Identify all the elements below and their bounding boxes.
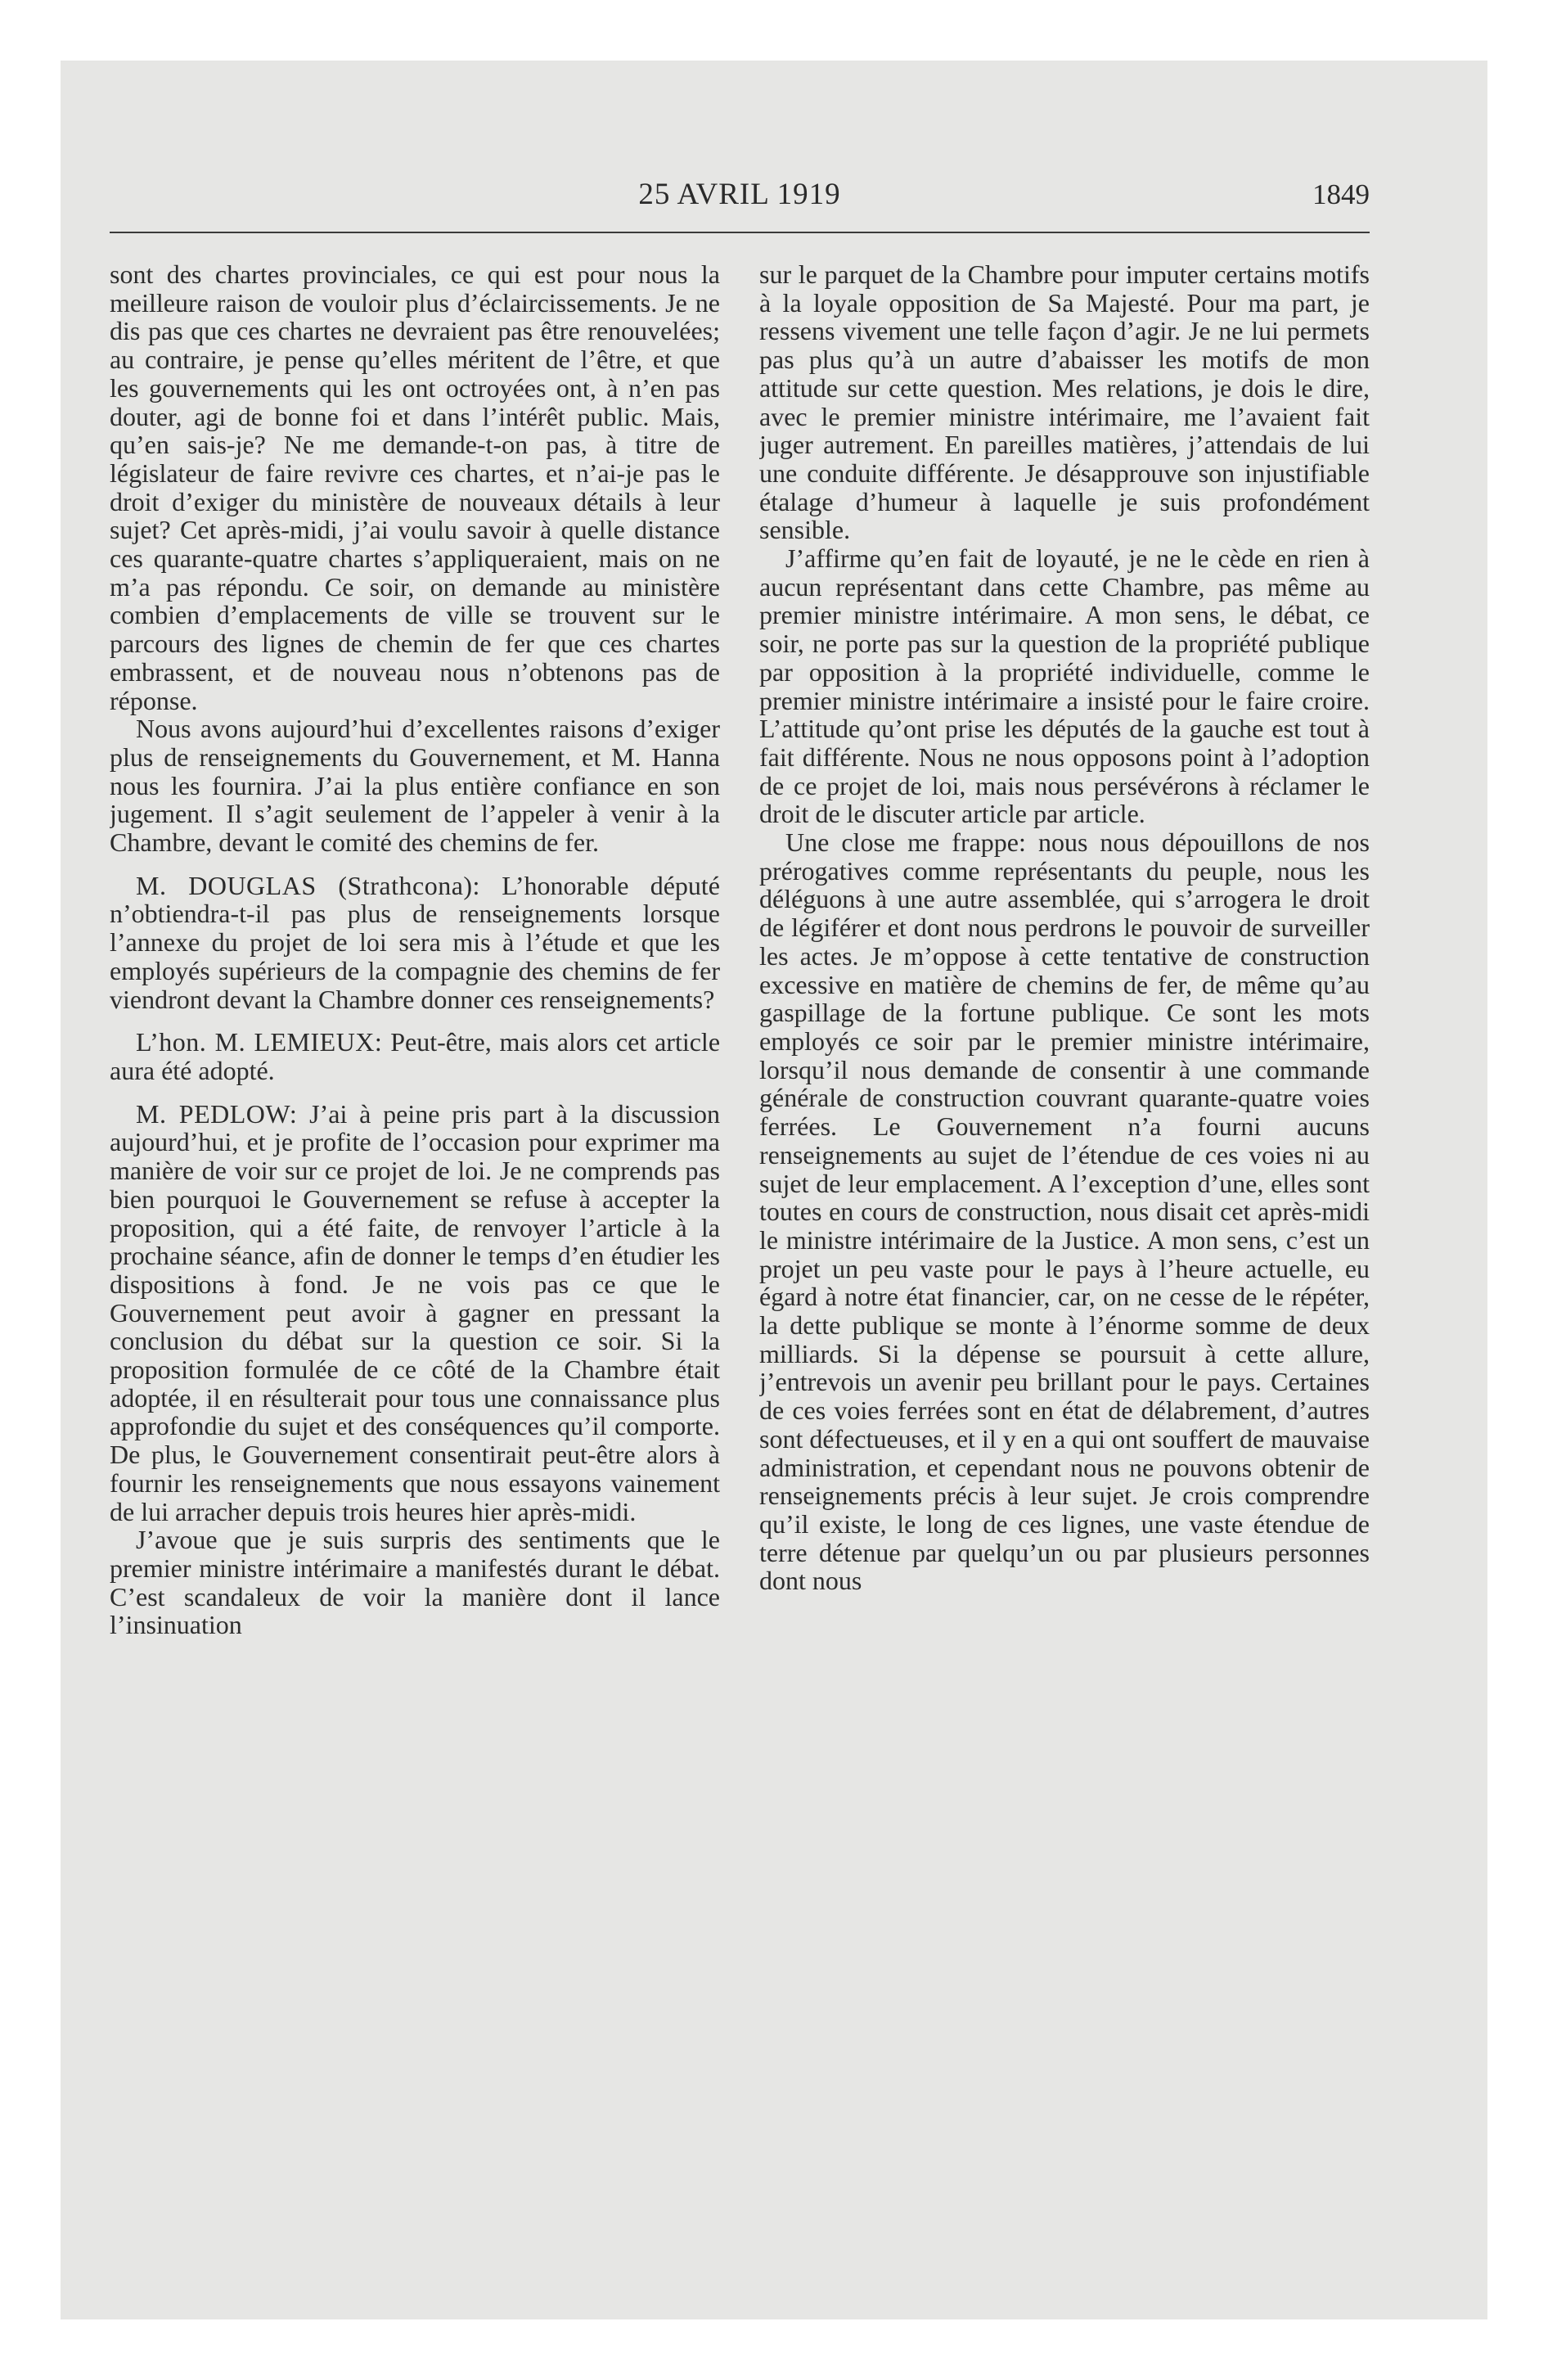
- page-header: [110, 172, 1370, 221]
- left-column: [110, 260, 720, 2224]
- speech-pedlow: [110, 1100, 720, 1526]
- right-column: [759, 260, 1370, 2224]
- page-number: 1849: [1312, 178, 1370, 210]
- speech-text: Peut-être, mais alors cet article aura été adopté.: [110, 1027, 720, 1085]
- paragraph: J’avoue que je suis surpris des sentiments que le premier ministre intérimaire a manifestés durant le débat. C’est scandaleux de voir la manière dont il lance l’insinuation: [110, 1525, 720, 1640]
- header-date: 25 AVRIL 1919: [638, 178, 841, 211]
- paragraph: Nous avons aujourd’hui d’excellentes raisons d’exiger plus de renseignements du Gouvernement, et M. Hanna nous les fournira. J’ai la plus entière confiance en son jugement. Il s’agit seulement de l’appeler à venir à la Chambre, devant le comité des chemins de fer.: [110, 714, 720, 858]
- paragraph: sur le parquet de la Chambre pour imputer certains motifs à la loyale opposition de Sa Majesté. Pour ma part, je ressens vivement une telle façon d’agir. Je ne lui permets pas plus qu’à un autre d’abaisser les motifs de mon attitude sur cette question. Mes relations, je dois le dire, avec le premier ministre intérimaire, me l’avaient fait juger autrement. En pareilles matières, j’attendais de lui une conduite différente. Je désapprouve son injustifiable étalage d’humeur à laquelle je suis profondément sensible.: [759, 260, 1370, 545]
- speech-lemieux: [110, 1028, 720, 1084]
- speaker-name: M. PEDLOW:: [136, 1098, 298, 1129]
- speech-douglas: [110, 872, 720, 1014]
- paragraph: J’affirme qu’en fait de loyauté, je ne le cède en rien à aucun représentant dans cette Chambre, pas même au premier ministre intérimaire. A mon sens, le débat, ce soir, ne porte pas sur la question de la propriété publique par opposition à la propriété individuelle, comme le premier ministre intérimaire a insisté pour le faire croire. L’attitude qu’ont prise les députés de la gauche est tout à fait différente. Nous ne nous opposons point à l’adoption de ce projet de loi, mais nous persévérons à réclamer le droit de le discuter article par article.: [759, 543, 1370, 829]
- speaker-name: L’hon. M. LEMIEUX:: [136, 1027, 383, 1057]
- header-rule: [110, 232, 1370, 233]
- paragraph: Une close me frappe: nous nous dépouillons de nos prérogatives comme représentants du peuple, nous les déléguons à une autre assemblée, qui s’arrogera le droit de légiférer et dont nous perdrons le pouvoir de surveiller les actes. Je m’oppose à cette tentative de construction excessive en matière de chemins de fer, de même qu’au gaspillage de la fortune publique. Ce sont les mots employés ce soir par le premier ministre intérimaire, lorsqu’il nous demande de consentir à une commande générale de construction couvrant quarante-quatre voies ferrées. Le Gouvernement n’a fourni aucuns renseignements au sujet de l’étendue de ces voies ni au sujet de leur emplacement. A l’exception d’une, elles sont toutes en cours de construction, nous disait cet après-midi le ministre intérimaire de la Justice. A mon sens, c’est un projet un peu vaste pour le pays à l’heure actuelle, eu égard à notre état financier, car, on ne cesse de le répéter, la dette publique se monte à l’énorme somme de deux milliards. Si la dépense se poursuit à cette allure, j’entrevois un avenir peu brillant pour le pays. Certaines de ces voies ferrées sont en état de délabrement, d’autres sont défectueuses, et il y en a qui ont souffert de mauvaise administration, et cependant nous ne pouvons obtenir de renseignements précis à leur sujet. Je crois comprendre qu’il existe, le long de ces lignes, une vaste étendue de terre détenue par quelqu’un ou par plusieurs personnes dont nous: [759, 827, 1370, 1596]
- speech-text: J’ai à peine pris part à la discussion aujourd’hui, et je profite de l’occasion pour exprimer ma manière de voir sur ce projet de loi. Je ne comprends pas bien pourquoi le Gouvernement se refuse à accepter la proposition, qui a été faite, de renvoyer l’article à la prochaine séance, afin de donner le temps d’en étudier les dispositions à fond. Je ne vois pas ce que le Gouvernement peut avoir à gagner en pressant la conclusion du débat sur la question ce soir. Si la proposition formulée de ce côté de la Chambre était adoptée, il en résulterait pour tous une connaissance plus approfondie du sujet et des conséquences qu’il comporte. De plus, le Gouvernement consentirait peut-être alors à fournir les renseignements que nous essayons vainement de lui arracher depuis trois heures hier après-midi.: [110, 1098, 720, 1526]
- speech-text: L’honorable député n’obtiendra-t-il pas plus de renseignements lorsque l’annexe du projet de loi sera mis à l’étude et que les employés supérieurs de la compagnie des chemins de fer viendront devant la Chambre donner ces renseignements?: [110, 870, 720, 1014]
- paragraph: sont des chartes provinciales, ce qui est pour nous la meilleure raison de vouloir plus d’éclaircissements. Je ne dis pas que ces chartes ne devraient pas être renouvelées; au contraire, je pense qu’elles méritent de l’être, et que les gouvernements qui les ont octroyées ont, à n’en pas douter, agi de bonne foi et dans l’intérêt public. Mais, qu’en sais-je? Ne me demande-t-on pas, à titre de législateur de faire revivre ces chartes, et n’ai-je pas le droit d’exiger du ministère de nouveaux détails à leur sujet? Cet après-midi, j’ai voulu savoir à quelle distance ces quarante-quatre chartes s’appliqueraient, mais on ne m’a pas répondu. Ce soir, on demande au ministère combien d’emplacements de ville se trouvent sur le parcours des lignes de chemin de fer que ces chartes embrassent, et de nouveau nous n’obtenons pas de réponse.: [110, 260, 720, 715]
- speaker-name: M. DOUGLAS (Strathcona):: [136, 870, 480, 900]
